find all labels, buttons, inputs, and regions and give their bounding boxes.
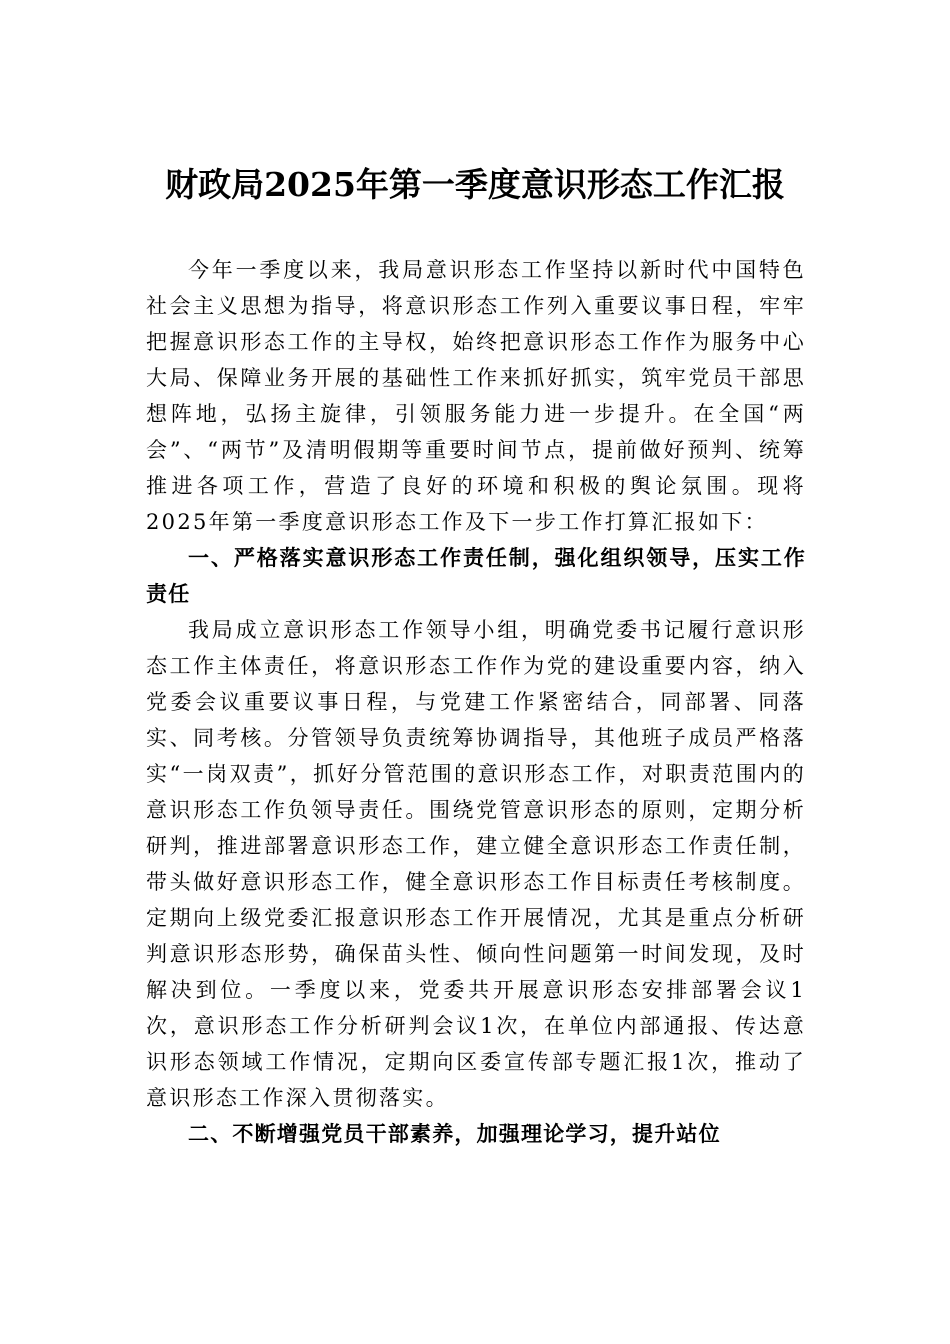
section-1-paragraph: 我局成立意识形态工作领导小组，明确党委书记履行意识形态工作主体责任，将意识形态工作作为党的建设重要内容，纳入党委会议重要议事日程，与党建工作紧密结合，同部署、同落实、同考核。分管领导负责统筹协调指导，其他班子成员严格落实“一岗双责”，抓好分管范围的意识形态工作，对职责范围内的意识形态工作负领导责任。围绕党管意识形态的原则，定期分析研判，推进部署意识形态工作，建立健全意识形态工作责任制，带头做好意识形态工作，健全意识形态工作目标责任考核制度。定期向上级党委汇报意识形态工作开展情况，尤其是重点分析研判意识形态形势，确保苗头性、倾向性问题第一时间发现，及时解决到位。一季度以来，党委共开展意识形态安排部署会议1次，意识形态工作分析研判会议1次，在单位内部通报、传达意识形态领域工作情况，定期向区委宣传部专题汇报1次，推动了意识形态工作深入贯彻落实。: [146, 618, 806, 1110]
section-2-heading: 二、不断增强党员干部素养，加强理论学习，提升站位: [188, 1122, 721, 1146]
document-title: 财政局2025年第一季度意识形态工作汇报: [165, 165, 785, 204]
intro-paragraph: 今年一季度以来，我局意识形态工作坚持以新时代中国特色社会主义思想为指导，将意识形态工作列入重要议事日程，牢牢把握意识形态工作的主导权，始终把意识形态工作作为服务中心大局、保障业务开展的基础性工作来抓好抓实，筑牢党员干部思想阵地，弘扬主旋律，引领服务能力进一步提升。在全国“两会”、“两节”及清明假期等重要时间节点，提前做好预判、统筹推进各项工作，营造了良好的环境和积极的舆论氛围。现将2025年第一季度意识形态工作及下一步工作打算汇报如下：: [146, 258, 806, 534]
section-1-heading: 一、严格落实意识形态工作责任制，强化组织领导，压实工作责任: [146, 546, 806, 606]
document-body: [146, 252, 806, 1152]
